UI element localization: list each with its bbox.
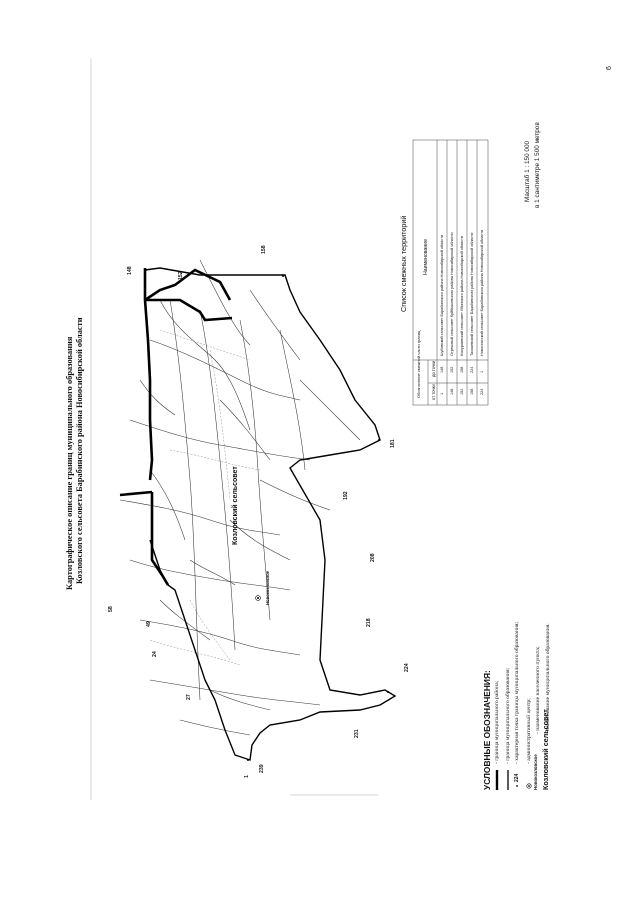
- settlement-label: Новокозловское: [265, 570, 270, 605]
- legend-point-symbol: 224: [514, 773, 520, 782]
- point-label-181: 181: [390, 439, 396, 448]
- point-label-218: 218: [366, 618, 372, 627]
- legend-item-municipal: - граница муниципального образования;: [505, 667, 511, 764]
- legend-settlement-symbol: Новокозловское: [533, 754, 538, 790]
- adjacent-row-1-name: Шубинский сельсовет Барабинского района Новосибирской области: [440, 234, 444, 356]
- adjacent-row-4-to: 224: [470, 366, 474, 373]
- adjacent-row-4-name: Таскаевский сельсовет Барабинского района Новосибирской области: [470, 232, 474, 356]
- adjacent-row-4-from: 158: [470, 388, 474, 395]
- legend-region-symbol: Козловский сельсовет: [541, 709, 550, 790]
- legend-item-district: - граница муниципального района;: [494, 680, 500, 764]
- adjacent-col-to: до точки: [431, 360, 436, 377]
- point-label-58: 58: [108, 606, 114, 612]
- adjacent-col-segment: Обозначение смежной части границ: [416, 330, 421, 398]
- scale-description: в 1 сантиметре 1 500 метров: [534, 122, 541, 208]
- adjacent-row-2-name: Отрешный сельсовет Куйбышевского района Новосибирской области: [450, 232, 454, 356]
- adjacent-row-1-from: 1: [440, 392, 444, 395]
- adjacent-row-5-name: Новоспасский сельсовет Барабинского района Новосибирской области: [480, 229, 484, 356]
- point-label-231: 231: [354, 729, 360, 738]
- region-label: Козловский сельсовет: [232, 466, 239, 545]
- point-label-49: 49: [146, 621, 152, 627]
- point-label-24: 24: [152, 651, 158, 657]
- legend-item-point: - характерная точка границы муниципального образования;: [514, 621, 520, 764]
- adjacent-row-3-to: 158: [460, 366, 464, 373]
- point-label-27: 27: [186, 694, 192, 700]
- page-number: 6: [606, 66, 613, 70]
- map-title-line1: Картографическое описание границ муниципального образования: [65, 336, 74, 590]
- legend-item-center: - административный центр;: [526, 698, 532, 764]
- point-label-224: 224: [404, 663, 410, 672]
- adjacent-col-from: от точки: [431, 384, 436, 400]
- point-label-158: 158: [261, 245, 267, 254]
- adjacent-row-1-to: 148: [440, 366, 444, 373]
- legend-heading: УСЛОВНЫЕ ОБОЗНАЧЕНИЯ:: [482, 670, 492, 790]
- adjacent-row-2-from: 148: [450, 388, 454, 395]
- legend-item-region: - наименование муниципального образования.: [545, 623, 551, 734]
- adjacent-row-3-from: 152: [460, 388, 464, 395]
- point-label-192: 192: [343, 491, 349, 500]
- point-label-1: 1: [244, 775, 250, 778]
- point-label-239: 239: [259, 764, 265, 773]
- adjacent-row-5-to: 1: [480, 370, 484, 373]
- adjacent-col-name: Наименование: [423, 239, 429, 275]
- adjacent-row-2-to: 152: [450, 366, 454, 373]
- point-label-208: 208: [370, 553, 376, 562]
- adjacent-row-3-name: Кожурлинский сельсовет Убинского района Новосибирской области: [460, 236, 464, 356]
- point-label-148: 148: [127, 266, 133, 275]
- adjacent-list-title: Список смежных территорий: [399, 215, 408, 312]
- point-label-152: 152: [178, 271, 184, 280]
- adjacent-row-5-from: 224: [480, 388, 484, 395]
- map-title-line2: Козловского сельсовета Барабинского района Новосибирской области: [75, 317, 84, 584]
- scale-ratio: Масштаб 1 : 150 000: [524, 140, 531, 202]
- legend-item-settlement: - наименование населенного пункта;: [535, 646, 541, 734]
